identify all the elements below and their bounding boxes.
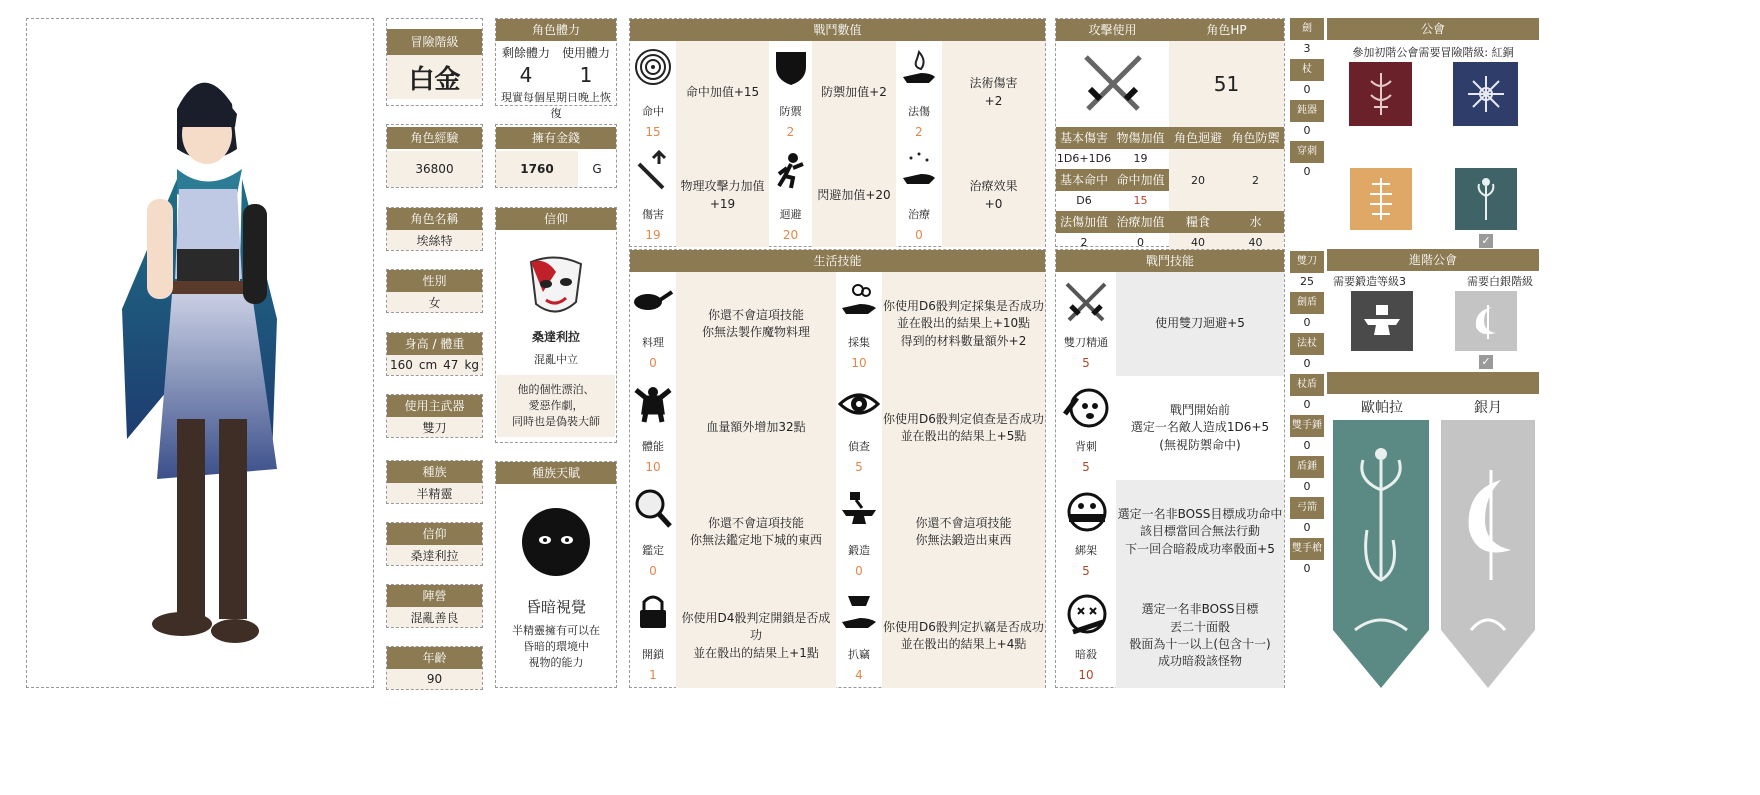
money-unit: G <box>578 151 616 187</box>
weapon-prof-1 <box>1290 59 1324 99</box>
combat-panel <box>629 18 1046 247</box>
weapon-prof-value: 0 <box>1303 480 1311 493</box>
guild-emblem-2[interactable] <box>1453 62 1518 126</box>
mag-label: 法傷加值 <box>1056 211 1112 233</box>
anvil-icon <box>838 488 880 528</box>
skill-twin-blade-desc: 使用雙刀迴避+5 <box>1116 272 1284 376</box>
weapon-prof-value: 3 <box>1303 42 1311 55</box>
weapon-prof-2 <box>1290 100 1324 140</box>
rune-icon <box>1366 71 1396 117</box>
weapon-label: 使用主武器 <box>387 395 482 417</box>
life-steal-name: 扒竊 <box>848 648 870 661</box>
water-value: 40 <box>1227 233 1284 253</box>
exp-label: 角色經驗 <box>387 127 482 149</box>
life-appraise <box>630 480 676 584</box>
lock-icon <box>632 592 674 632</box>
race-value: 半精靈 <box>387 483 482 503</box>
base-dmg-label: 基本傷害 <box>1056 127 1112 149</box>
life-cooking-name: 料理 <box>642 336 664 349</box>
weapon-prof-label: 穿刺 <box>1290 141 1324 163</box>
weapon-prof-label: 弓箭 <box>1290 497 1324 519</box>
stat-dodge-value: 20 <box>782 228 799 242</box>
guild-emblem-3[interactable] <box>1350 168 1412 230</box>
darkvision-icon <box>516 502 596 582</box>
hp-value: 51 <box>1169 41 1284 127</box>
skill-assassinate-desc: 選定一名非BOSS目標 丟二十面骰 骰面為十一以上(包含十一) 成功暗殺該怪物 <box>1116 584 1284 688</box>
weapon-prof-label: 劍 <box>1290 18 1324 40</box>
skill-kidnap-name: 綁架 <box>1075 544 1097 557</box>
guild-emblem-1[interactable] <box>1349 62 1412 126</box>
def-value: 2 <box>1227 149 1284 211</box>
weapon-prof-value: 25 <box>1300 275 1314 288</box>
life-lockpick-value: 1 <box>649 668 657 682</box>
faith-label: 信仰 <box>387 523 482 545</box>
life-lockpick-desc: 你使用D4骰判定開鎖是否成功 並在骰出的結果上+1點 <box>676 584 836 688</box>
base-dmg-value: 1D6+1D6 <box>1056 152 1112 165</box>
stat-def-name: 防禦 <box>779 105 802 118</box>
stat-heal-value: 0 <box>915 228 923 242</box>
life-appraise-value: 0 <box>649 564 657 578</box>
muscle-icon <box>632 384 674 424</box>
race-label: 種族 <box>387 461 482 483</box>
race-box <box>386 460 483 504</box>
water-label: 水 <box>1227 211 1284 233</box>
stat-def <box>769 41 812 144</box>
life-cooking-value: 0 <box>649 356 657 370</box>
mask-icon <box>521 252 591 322</box>
skill-twin-blade <box>1056 272 1116 376</box>
attack-use-label: 攻擊使用 <box>1056 19 1169 41</box>
skill-twin-blade-value: 5 <box>1082 356 1090 370</box>
character-portrait-panel <box>26 18 374 688</box>
height-value: 160 <box>389 358 413 372</box>
combat-title: 戰鬥數值 <box>630 19 1045 41</box>
body-box <box>386 332 483 376</box>
blacksmith-guild-emblem[interactable] <box>1351 291 1413 351</box>
skill-assassinate-value: 10 <box>1078 668 1094 682</box>
target-icon <box>633 47 673 87</box>
stat-mag <box>896 41 942 144</box>
skill-kidnap <box>1056 480 1116 584</box>
adv-guild-req2: 需要白銀階級 <box>1467 275 1533 288</box>
guild-title: 公會 <box>1327 18 1539 40</box>
weapon-prof-10 <box>1290 497 1324 537</box>
flower-icon <box>1471 176 1501 222</box>
life-scout-desc: 你使用D6骰判定偵查是否成功 並在骰出的結果上+5點 <box>882 376 1045 480</box>
weight-value: 47 <box>443 358 459 372</box>
faith-value: 桑達利拉 <box>387 545 482 565</box>
weapon-prof-3 <box>1290 141 1324 181</box>
opala-banner <box>1333 420 1429 690</box>
name-label: 角色名稱 <box>387 208 482 230</box>
stamina-label: 角色體力 <box>496 19 616 41</box>
life-fitness <box>630 376 676 480</box>
gather-icon <box>838 280 880 320</box>
weapon-prof-label: 劍盾 <box>1290 292 1324 314</box>
hit-bonus-value: 15 <box>1133 194 1148 207</box>
stat-dodge-desc: 閃避加值+20 <box>812 144 896 247</box>
weapon-prof-value: 0 <box>1303 83 1311 96</box>
moon-guild-emblem[interactable] <box>1455 291 1517 351</box>
weapon-prof-4 <box>1290 251 1324 291</box>
life-gather-desc: 你使用D6骰判定採集是否成功 並在骰出的結果上+10點 得到的材料數量額外+2 <box>882 272 1045 376</box>
skill-assassinate-name: 暗殺 <box>1075 648 1097 661</box>
life-steal-desc: 你使用D6骰判定扒竊是否成功 並在骰出的結果上+4點 <box>882 584 1045 688</box>
hit-bonus-label: 命中加值 <box>1112 169 1169 191</box>
life-lockpick <box>630 584 676 688</box>
fire-hand-icon <box>899 47 939 87</box>
faith-box <box>386 522 483 566</box>
faith-panel <box>495 207 617 443</box>
heal-label: 治療加值 <box>1112 211 1169 233</box>
weapon-prof-label: 杖盾 <box>1290 374 1324 396</box>
magnifier-icon <box>632 488 674 528</box>
skill-assassinate <box>1056 584 1116 688</box>
life-appraise-desc: 你還不會這項技能 你無法鑑定地下城的東西 <box>676 480 836 584</box>
skill-twin-blade-name: 雙刀精通 <box>1064 336 1108 349</box>
body-values <box>387 355 482 375</box>
weapon-prof-label: 杖 <box>1290 59 1324 81</box>
stat-dmg-value: 19 <box>645 228 661 242</box>
stamina-remain-label: 剩餘體力 <box>501 46 550 60</box>
base-hit-value: D6 <box>1076 194 1092 207</box>
stat-dmg-name: 傷害 <box>642 208 664 221</box>
banner-left-title: 歐帕拉 <box>1361 400 1403 416</box>
weapon-prof-value: 0 <box>1303 439 1311 452</box>
stat-mag-desc: 法術傷害 +2 <box>942 41 1045 144</box>
weapon-prof-7 <box>1290 374 1324 414</box>
stamina-used-value: 1 <box>579 63 593 87</box>
lattice-icon <box>1366 176 1396 222</box>
skill-kidnap-value: 5 <box>1082 564 1090 578</box>
heal-hand-icon <box>899 150 939 190</box>
weapon-prof-label: 盾錘 <box>1290 456 1324 478</box>
life-forge-value: 0 <box>855 564 863 578</box>
dodge-icon <box>771 150 811 190</box>
life-fitness-desc: 血量額外增加32點 <box>676 376 836 480</box>
stat-column <box>386 18 483 688</box>
life-scout-name: 偵查 <box>848 440 870 453</box>
weapon-prof-11 <box>1290 538 1324 578</box>
heal-value: 0 <box>1137 236 1144 249</box>
name-box <box>386 207 483 251</box>
life-appraise-name: 鑑定 <box>642 544 664 557</box>
life-scout-value: 5 <box>855 460 863 474</box>
faith-desc: 他的個性漂泊、 愛惡作劇， 同時也是偽裝大師 <box>497 375 615 437</box>
life-lockpick-name: 開鎖 <box>642 648 664 661</box>
life-forge <box>836 480 882 584</box>
phys-label: 物傷加值 <box>1112 127 1169 149</box>
kidnap-icon <box>1063 488 1109 534</box>
weapon-prof-value: 0 <box>1303 521 1311 534</box>
faith-panel-label: 信仰 <box>496 208 616 230</box>
stat-dmg <box>630 144 676 247</box>
stat-heal-name: 治療 <box>908 208 930 221</box>
stat-def-value: 2 <box>786 125 795 139</box>
stat-dmg-desc: 物理攻擊力加值+19 <box>676 144 769 247</box>
money-box <box>495 124 617 188</box>
exp-box <box>386 124 483 188</box>
weapon-value: 雙刀 <box>387 417 482 437</box>
battle-skills-panel <box>1055 249 1285 688</box>
weapon-prof-label: 雙刀 <box>1290 251 1324 273</box>
guild-emblem-4[interactable] <box>1455 168 1517 230</box>
weapon-prof-label: 鈍器 <box>1290 100 1324 122</box>
crossed-swords-icon <box>1078 49 1148 119</box>
assassin-icon <box>1063 592 1109 638</box>
skill-backstab-value: 5 <box>1082 460 1090 474</box>
def-label: 角色防禦 <box>1227 127 1284 149</box>
life-cooking <box>630 272 676 376</box>
dodge-label: 角色迴避 <box>1169 127 1227 149</box>
base-hit-label: 基本命中 <box>1056 169 1112 191</box>
life-steal <box>836 584 882 688</box>
weapon-prof-label: 雙手錘 <box>1290 415 1324 437</box>
advanced-guild-panel <box>1327 249 1539 371</box>
weapon-prof-label: 法杖 <box>1290 333 1324 355</box>
weight-unit: kg <box>464 358 480 372</box>
race-talent-name: 昏暗視覺 <box>525 598 586 616</box>
adv-guild-req1: 需要鍛造等級3 <box>1333 275 1406 288</box>
exp-value: 36800 <box>387 151 482 187</box>
name-value: 埃絲特 <box>387 230 482 250</box>
weapon-prof-value: 0 <box>1303 124 1311 137</box>
twin-swords-icon <box>1063 280 1109 326</box>
gender-label: 性別 <box>387 270 482 292</box>
silver-moon-banner <box>1441 420 1535 690</box>
stamina-used-label: 使用體力 <box>561 46 610 60</box>
life-gather-name: 採集 <box>848 336 870 349</box>
stat-heal-desc: 治療效果 +0 <box>942 144 1045 247</box>
phys-value: 19 <box>1133 152 1148 165</box>
gender-box <box>386 269 483 313</box>
guild-checkbox[interactable]: ✓ <box>1479 234 1493 248</box>
race-talent-desc: 半精靈擁有可以在 昏暗的環境中 視物的能力 <box>512 624 600 669</box>
weapon-prof-label: 雙手槍 <box>1290 538 1324 560</box>
skill-backstab-name: 背刺 <box>1075 440 1097 453</box>
adv-guild-checkbox[interactable]: ✓ <box>1479 355 1493 369</box>
weapon-prof-value: 0 <box>1303 562 1311 575</box>
mag-value: 2 <box>1080 236 1088 249</box>
age-label: 年齡 <box>387 647 482 669</box>
skill-backstab-desc: 戰鬥開始前 選定一名敵人造成1D6+5 (無視防禦命中) <box>1130 402 1270 452</box>
stat-hit-desc: 命中加值+15 <box>676 41 769 144</box>
camp-label: 陣營 <box>387 585 482 607</box>
moon-icon <box>1466 301 1506 341</box>
life-forge-name: 鍛造 <box>848 544 870 557</box>
guild-panel <box>1327 18 1539 247</box>
hp-label: 角色HP <box>1169 19 1284 41</box>
race-talent-label: 種族天賦 <box>496 462 616 484</box>
money-value: 1760 <box>520 162 554 176</box>
stat-dodge <box>769 144 812 247</box>
faith-alignment: 混亂中立 <box>534 353 578 366</box>
stat-mag-name: 法傷 <box>908 105 930 118</box>
faith-god: 桑達利拉 <box>531 330 580 344</box>
food-label: 糧食 <box>1169 211 1227 233</box>
stamina-note: 現實每個星期日晚上恢復 <box>501 91 611 120</box>
life-skills-title: 生活技能 <box>630 250 1045 272</box>
weapon-prof-6 <box>1290 333 1324 373</box>
life-forge-desc: 你還不會這項技能 你無法鍛造出東西 <box>882 480 1045 584</box>
height-unit: cm <box>418 358 438 372</box>
rank-box <box>386 18 483 106</box>
food-value: 40 <box>1169 233 1227 253</box>
stamina-box <box>495 18 617 120</box>
backstab-icon <box>1063 384 1109 430</box>
stat-hit-value: 15 <box>645 125 661 139</box>
adv-guild-title: 進階公會 <box>1327 249 1539 271</box>
life-steal-value: 4 <box>855 668 863 682</box>
snowflake-icon <box>1466 74 1506 114</box>
weapon-prof-value: 0 <box>1303 165 1311 178</box>
stat-heal <box>896 144 942 247</box>
eye-icon <box>838 384 880 424</box>
weapon-prof-value: 0 <box>1303 357 1311 370</box>
sword-icon <box>633 150 673 190</box>
shield-icon <box>771 47 811 87</box>
weapon-prof-9 <box>1290 456 1324 496</box>
age-value: 90 <box>387 669 482 689</box>
life-fitness-value: 10 <box>645 460 661 474</box>
attack-panel <box>1055 18 1285 247</box>
rank-value: 白金 <box>387 55 482 99</box>
rank-label: 冒險階級 <box>387 29 482 55</box>
weapon-prof-8 <box>1290 415 1324 455</box>
life-gather-value: 10 <box>851 356 867 370</box>
banner-header-bar <box>1327 372 1539 394</box>
stamina-remain-value: 4 <box>519 63 533 87</box>
camp-value: 混亂善良 <box>387 607 482 627</box>
battle-skills-title: 戰鬥技能 <box>1056 250 1284 272</box>
weapon-proficiency-column <box>1290 18 1324 618</box>
camp-box <box>386 584 483 628</box>
stat-mag-value: 2 <box>915 125 923 139</box>
stat-hit <box>630 41 676 144</box>
anvil-icon <box>1362 303 1402 339</box>
skill-kidnap-desc: 選定一名非BOSS目標成功命中 該目標當回合無法行動 下一回合暗殺成功率骰面+5 <box>1116 480 1284 584</box>
money-label: 擁有金錢 <box>496 127 616 149</box>
thief-icon <box>838 592 880 632</box>
pan-icon <box>632 280 674 320</box>
life-fitness-name: 體能 <box>642 440 664 453</box>
weapon-prof-value: 0 <box>1303 316 1311 329</box>
life-cooking-desc: 你還不會這項技能 你無法製作魔物料理 <box>676 272 836 376</box>
stat-hit-name: 命中 <box>642 105 664 118</box>
weapon-box <box>386 394 483 438</box>
life-scout <box>836 376 882 480</box>
weapon-prof-value: 0 <box>1303 398 1311 411</box>
dodge-value: 20 <box>1169 149 1227 211</box>
life-skills-panel <box>629 249 1046 688</box>
stat-dodge-name: 迴避 <box>779 208 802 221</box>
gender-value: 女 <box>387 292 482 312</box>
age-box <box>386 646 483 690</box>
stat-def-desc: 防禦加值+2 <box>812 41 896 144</box>
life-gather <box>836 272 882 376</box>
character-illustration <box>27 19 373 687</box>
guild-note: 參加初階公會需要冒險階級: 紅銅 <box>1352 46 1514 59</box>
banner-right-title: 銀月 <box>1474 400 1502 416</box>
race-talent-panel <box>495 461 617 688</box>
body-label: 身高 / 體重 <box>387 333 482 355</box>
weapon-prof-5 <box>1290 292 1324 332</box>
weapon-prof-0 <box>1290 18 1324 58</box>
skill-backstab <box>1056 376 1116 480</box>
